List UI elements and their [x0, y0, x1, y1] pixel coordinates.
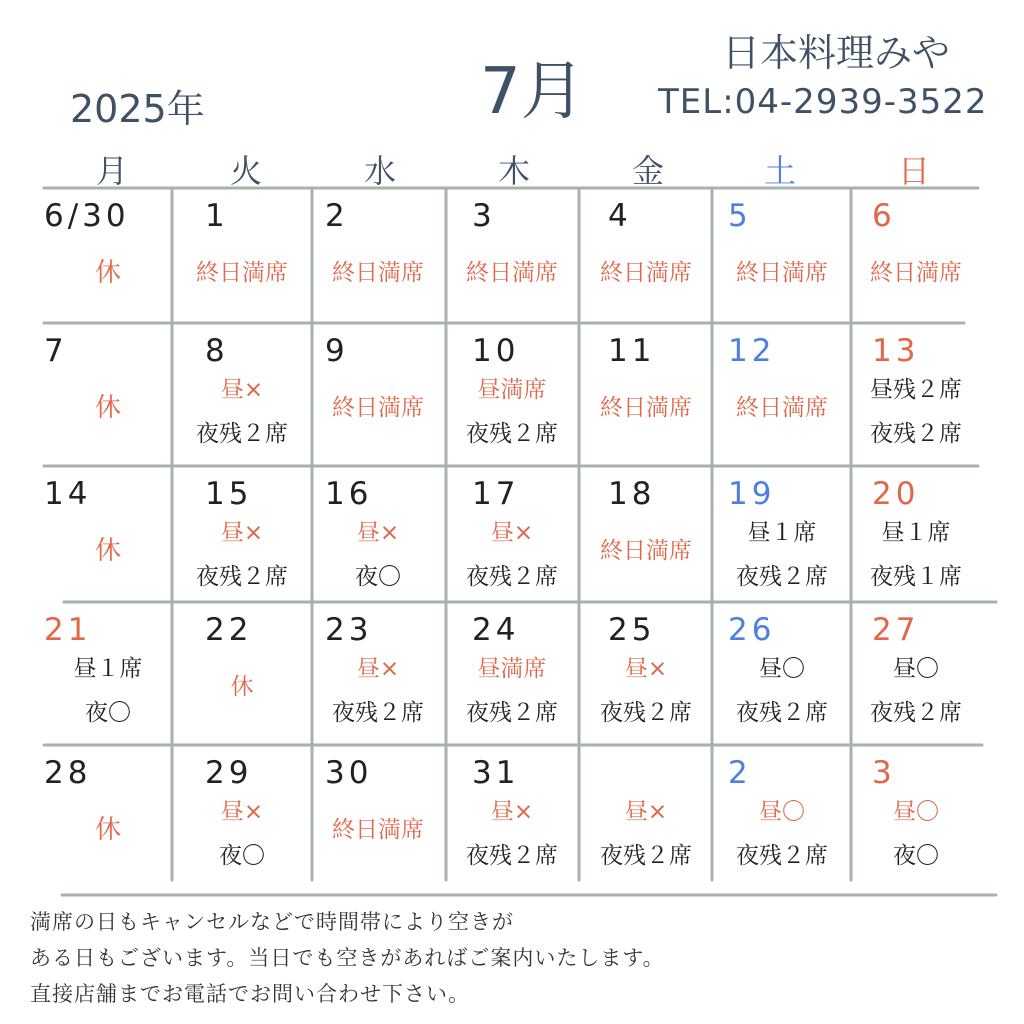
month-title: 7月 — [480, 55, 585, 129]
availability-text: 昼× — [490, 799, 534, 825]
notice-text — [30, 904, 1010, 1012]
day-number: 11 — [608, 333, 656, 369]
day-number: 2 — [325, 198, 349, 234]
weekday-label: 月 — [95, 152, 128, 190]
day-number: 30 — [325, 755, 373, 791]
day-number: 6/30 — [44, 198, 130, 234]
availability-text: 終日満席 — [196, 260, 288, 286]
availability-text: 夜残１席 — [870, 564, 962, 590]
availability-text: 休 — [230, 674, 254, 700]
availability-text: 夜残２席 — [870, 421, 962, 447]
availability-text: 夜残２席 — [196, 564, 288, 590]
closed-label: 休 — [94, 393, 122, 423]
weekday-label: 水 — [363, 152, 396, 190]
day-number: 26 — [728, 612, 776, 648]
year-label: 2025年 — [70, 87, 205, 131]
availability-text: 昼１席 — [747, 520, 817, 546]
notice-line: 直接店舗までお電話でお問い合わせ下さい。 — [30, 982, 470, 1006]
weekday-label: 金 — [631, 152, 664, 190]
availability-text: 夜残２席 — [736, 564, 828, 590]
availability-text: 終日満席 — [600, 538, 692, 564]
availability-text: 昼× — [624, 656, 668, 682]
availability-text: 夜残２席 — [466, 564, 558, 590]
availability-text: 昼× — [490, 520, 534, 546]
availability-text: 昼〇 — [759, 656, 805, 682]
day-number: 21 — [44, 612, 92, 648]
day-number: 31 — [472, 755, 520, 791]
day-number: 5 — [728, 198, 752, 234]
weekday-label: 土 — [763, 152, 796, 190]
availability-text: 夜残２席 — [466, 843, 558, 869]
availability-text: 終日満席 — [332, 395, 424, 421]
day-number: 19 — [728, 476, 776, 512]
day-number: 17 — [472, 476, 520, 512]
availability-text: 夜〇 — [85, 700, 131, 726]
availability-text: 終日満席 — [870, 260, 962, 286]
availability-text: 終日満席 — [600, 260, 692, 286]
day-number: 18 — [608, 476, 656, 512]
closed-label: 休 — [94, 536, 122, 566]
day-number: 6 — [872, 198, 896, 234]
availability-text: 夜残２席 — [736, 700, 828, 726]
day-number: 2 — [728, 755, 752, 791]
day-number: 3 — [872, 755, 896, 791]
availability-text: 終日満席 — [466, 260, 558, 286]
day-number: 15 — [205, 476, 253, 512]
availability-text: 終日満席 — [332, 260, 424, 286]
day-number: 29 — [205, 755, 253, 791]
day-number: 14 — [44, 476, 92, 512]
closed-label: 休 — [94, 258, 122, 288]
day-number: 3 — [472, 198, 496, 234]
availability-text: 昼× — [220, 799, 264, 825]
day-number: 25 — [608, 612, 656, 648]
availability-text: 昼〇 — [759, 799, 805, 825]
availability-text: 昼残２席 — [870, 377, 962, 403]
day-number: 13 — [872, 333, 920, 369]
weekday-label: 火 — [229, 152, 262, 190]
availability-text: 終日満席 — [332, 817, 424, 843]
day-number: 27 — [872, 612, 920, 648]
availability-text: 夜残２席 — [600, 843, 692, 869]
day-number: 4 — [608, 198, 632, 234]
availability-text: 夜〇 — [355, 564, 401, 590]
availability-text: 夜残２席 — [870, 700, 962, 726]
availability-text: 夜残２席 — [466, 700, 558, 726]
day-number: 16 — [325, 476, 373, 512]
day-number: 28 — [44, 755, 92, 791]
notice-line: ある日もございます。当日でも空きがあればご案内いたします。 — [30, 946, 665, 970]
weekday-label: 日 — [897, 152, 930, 190]
availability-text: 昼１席 — [73, 656, 143, 682]
availability-text: 夜残２席 — [332, 700, 424, 726]
day-number: 8 — [205, 333, 229, 369]
availability-text: 夜〇 — [893, 843, 939, 869]
availability-text: 昼〇 — [893, 656, 939, 682]
availability-text: 終日満席 — [736, 260, 828, 286]
day-number: 10 — [472, 333, 520, 369]
notice-line: 満席の日もキャンセルなどで時間帯により空きが — [30, 910, 514, 934]
shop-name: 日本料理みや — [722, 31, 951, 75]
day-number: 23 — [325, 612, 373, 648]
availability-text: 昼× — [356, 656, 400, 682]
phone-number: TEL:04-2939-3522 — [658, 82, 988, 122]
closed-label: 休 — [94, 815, 122, 845]
day-number: 9 — [325, 333, 349, 369]
availability-text: 昼× — [624, 799, 668, 825]
availability-text: 昼満席 — [477, 377, 547, 403]
availability-text: 昼× — [220, 377, 264, 403]
availability-text: 夜〇 — [219, 843, 265, 869]
day-number: 22 — [205, 612, 253, 648]
availability-text: 終日満席 — [736, 395, 828, 421]
availability-text: 夜残２席 — [466, 421, 558, 447]
day-number: 1 — [205, 198, 229, 234]
availability-text: 夜残２席 — [600, 700, 692, 726]
day-number: 7 — [44, 333, 68, 369]
availability-text: 夜残２席 — [196, 421, 288, 447]
day-number: 24 — [472, 612, 520, 648]
availability-text: 終日満席 — [600, 395, 692, 421]
availability-text: 昼満席 — [477, 656, 547, 682]
availability-text: 昼× — [220, 520, 264, 546]
availability-text: 夜残２席 — [736, 843, 828, 869]
day-number: 20 — [872, 476, 920, 512]
day-number: 12 — [728, 333, 776, 369]
availability-text: 昼× — [356, 520, 400, 546]
availability-text: 昼〇 — [893, 799, 939, 825]
availability-text: 昼１席 — [881, 520, 951, 546]
weekday-label: 木 — [497, 152, 530, 190]
